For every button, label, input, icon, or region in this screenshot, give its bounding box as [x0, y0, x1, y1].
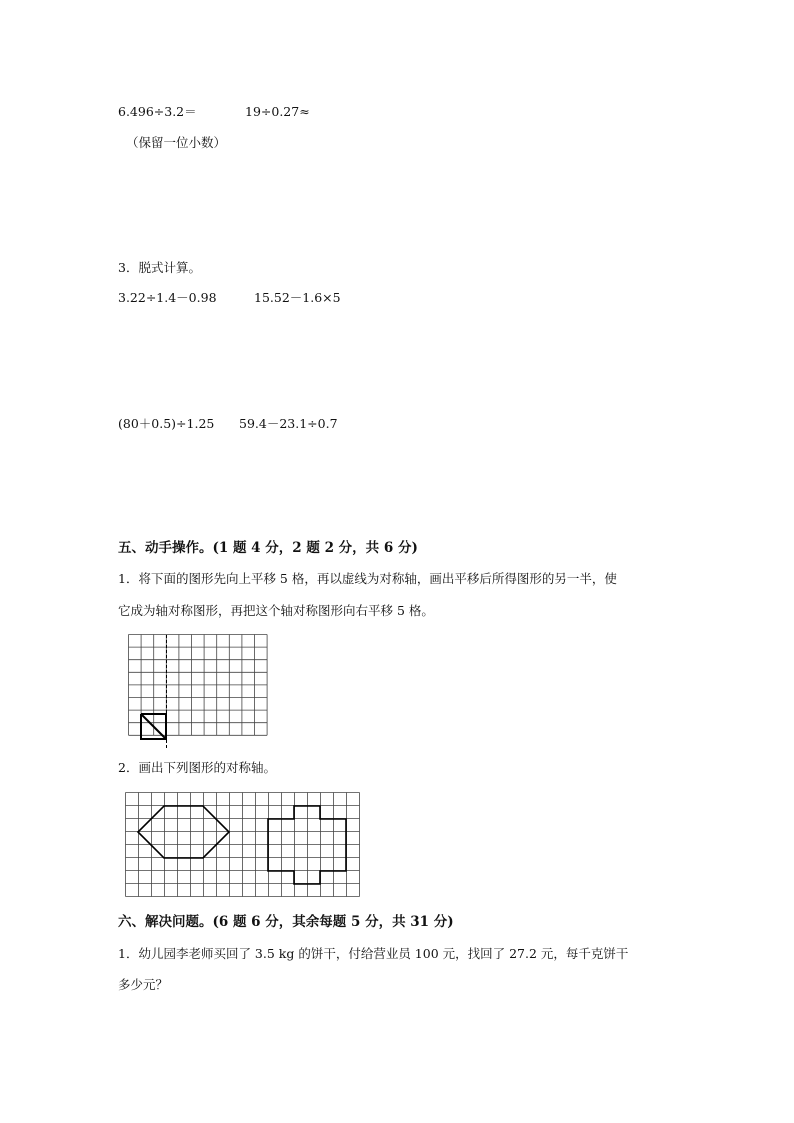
grid-lines [126, 793, 360, 897]
translation-grid [128, 634, 274, 750]
grid-lines [129, 635, 268, 736]
section-6-heading: 六、解决问题。(6 题 6 分，其余每题 5 分，共 31 分) [118, 914, 454, 930]
calc-q3-item-2: 15.52－1.6×5 [254, 290, 341, 305]
operation-q1-text-line1: 1．将下面的图形先向上平移 5 格，再以虚线为对称轴，画出平移后所得图形的另一半，使 [118, 571, 617, 586]
calc-q3-item-3: (80＋0.5)÷1.25 [118, 416, 215, 431]
calc-q2-item-1: 6.496÷3.2＝ [118, 104, 197, 119]
symmetry-grid-svg [125, 792, 361, 898]
calc-q3-item-4: 59.4－23.1÷0.7 [239, 416, 338, 431]
calc-q3-title: 3．脱式计算。 [118, 260, 201, 275]
calc-q2-note: （保留一位小数） [126, 135, 227, 150]
cross-shape [268, 806, 346, 884]
operation-q1-text-line2: 它成为轴对称图形，再把这个轴对称图形向右平移 5 格。 [118, 603, 434, 618]
problem-q1-text-line2: 多少元？ [118, 977, 169, 992]
calc-q3-item-1: 3.22÷1.4－0.98 [118, 290, 217, 305]
calc-q2-item-2: 19÷0.27≈ [245, 104, 310, 119]
problem-q1-text-line1: 1．幼儿园李老师买回了 3.5 kg 的饼干，付给营业员 100 元，找回了 27.2 元，每千克饼干 [118, 946, 629, 961]
operation-q2-text: 2．画出下列图形的对称轴。 [118, 760, 276, 775]
translation-grid-svg [128, 634, 274, 750]
section-5-heading: 五、动手操作。(1 题 4 分，2 题 2 分，共 6 分) [118, 540, 418, 556]
symmetry-grid [125, 792, 361, 898]
